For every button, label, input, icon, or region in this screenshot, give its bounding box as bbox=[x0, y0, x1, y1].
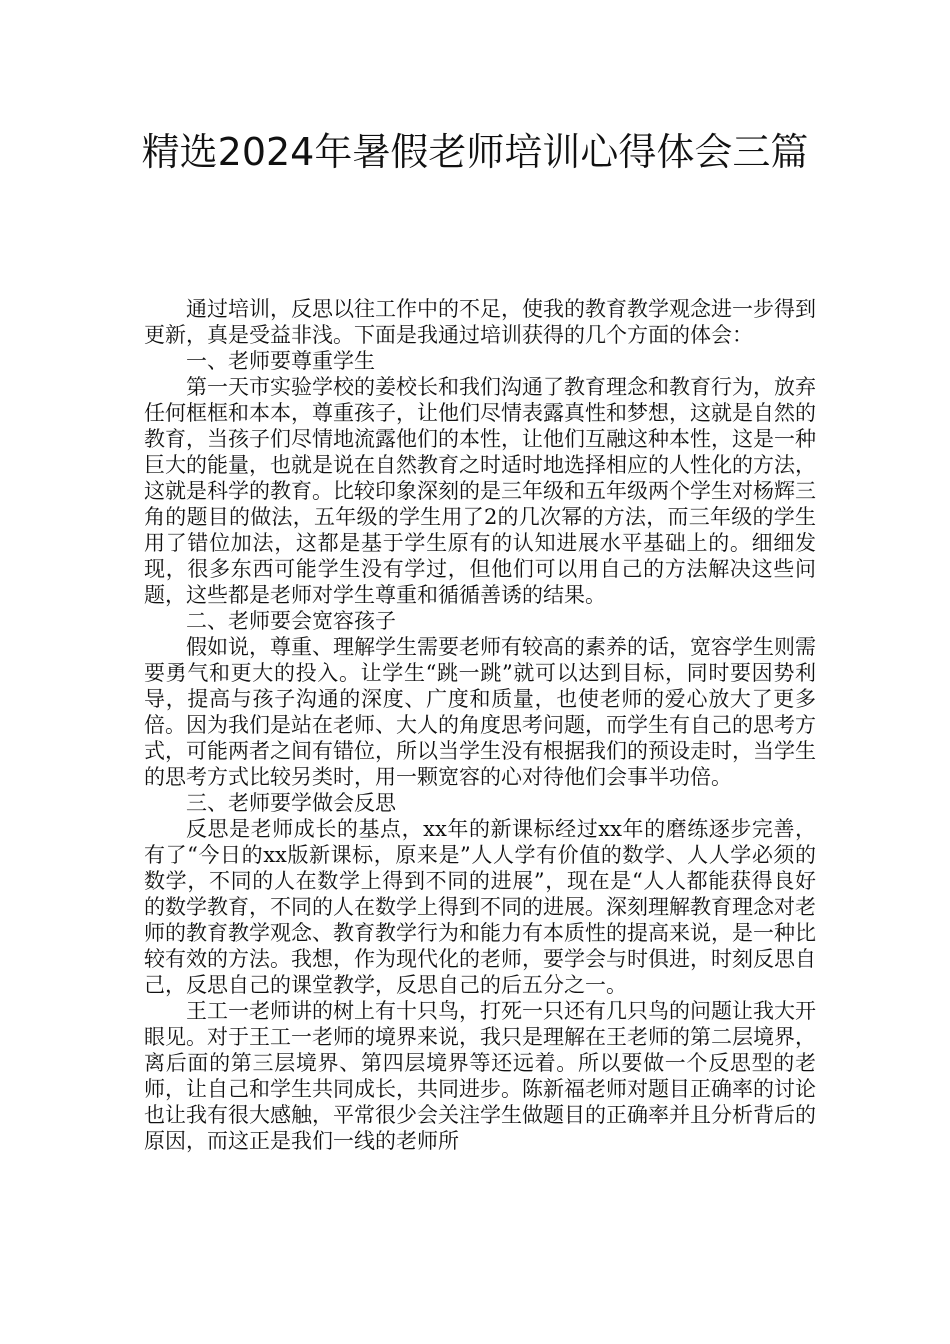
paragraph-intro: 通过培训，反思以往工作中的不足，使我的教育教学观念进一步得到更新，真是受益非浅。下面是我通过培训获得的几个方面的体会： bbox=[144, 297, 816, 347]
document-body bbox=[144, 296, 816, 1154]
section-heading-tolerance: 二、老师要会宽容孩子 bbox=[186, 609, 396, 633]
paragraph-tolerance: 假如说，尊重、理解学生需要老师有较高的素养的话，宽容学生则需要勇气和更大的投入。让学生“跳一跳”就可以达到目标，同时要因势利导，提高与孩子沟通的深度、广度和质量，也使老师的爱心放大了更多倍。因为我们是站在老师、大人的角度思考问题，而学生有自己的思考方式，可能两者之间有错位，所以当学生没有根据我们的预设走时，当学生的思考方式比较另类时，用一颗宽容的心对待他们会事半功倍。 bbox=[144, 635, 816, 789]
document-title: 精选2024年暑假老师培训心得体会三篇 bbox=[141, 130, 809, 174]
section-heading-respect: 一、老师要尊重学生 bbox=[186, 349, 375, 373]
paragraph-reflection: 反思是老师成长的基点，xx年的新课标经过xx年的磨练逐步完善，有了“今日的xx版新课标，原来是”人人学有价值的数学、人人学必须的数学，不同的人在数学上得到不同的进展”，现在是“人人都能获得良好的数学教育，不同的人在数学上得到不同的进展。深刻理解教育理念对老师的教育教学观念、教育教学行为和能力有本质性的提高来说，是一种比较有效的方法。我想，作为现代化的老师，要学会与时俱进，时刻反思自己，反思自己的课堂教学，反思自己的后五分之一。 bbox=[144, 817, 816, 997]
section-heading-reflection: 三、老师要学做会反思 bbox=[186, 791, 396, 815]
paragraph-wang: 王工一老师讲的树上有十只鸟，打死一只还有几只鸟的问题让我大开眼见。对于王工一老师的境界来说，我只是理解在王老师的第二层境界，离后面的第三层境界、第四层境界等还远着。所以要做一个反思型的老师，让自己和学生共同成长，共同进步。陈新福老师对题目正确率的讨论也让我有很大感触，平常很少会关注学生做题目的正确率并且分析背后的原因，而这正是我们一线的老师所 bbox=[144, 999, 816, 1153]
paragraph-respect: 第一天市实验学校的姜校长和我们沟通了教育理念和教育行为，放弃任何框框和本本，尊重孩子，让他们尽情表露真性和梦想，这就是自然的教育，当孩子们尽情地流露他们的本性，让他们互融这种本性，这是一种巨大的能量，也就是说在自然教育之时适时地选择相应的人性化的方法，这就是科学的教育。比较印象深刻的是三年级和五年级两个学生对杨辉三角的题目的做法，五年级的学生用了2的几次幂的方法，而三年级的学生用了错位加法，这都是基于学生原有的认知进展水平基础上的。细细发现，很多东西可能学生没有学过，但他们可以用自己的方法解决这些问题，这些都是老师对学生尊重和循循善诱的结果。 bbox=[144, 375, 816, 607]
